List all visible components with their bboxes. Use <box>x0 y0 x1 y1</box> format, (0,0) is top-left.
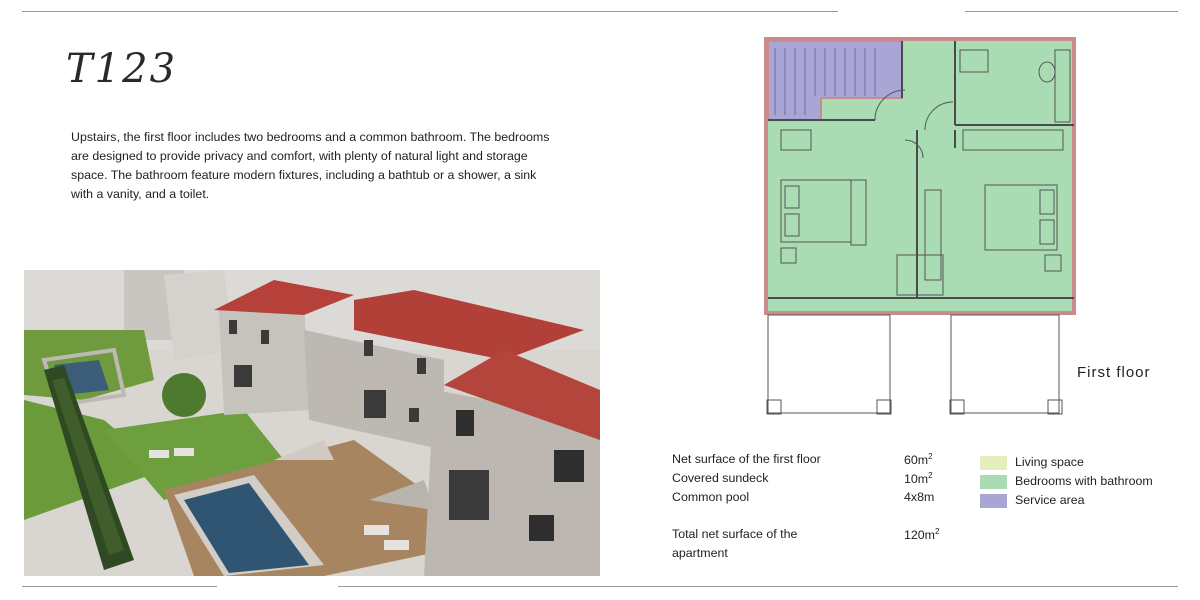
stat-value-covered-sundeck: $10m^2$ <box>904 471 933 487</box>
bottom-rule-left <box>22 586 217 587</box>
legend-swatch-bedrooms <box>980 475 1007 489</box>
bottom-rule-right <box>338 586 1178 587</box>
floor-plan <box>755 30 1085 425</box>
legend-label: Service area <box>1015 493 1085 507</box>
stat-value-total-surface: $120m^2$ <box>904 527 940 543</box>
stat-value-common-pool: 4x8m <box>904 490 935 504</box>
stat-label-total-surface: Total net surface of the <box>672 527 798 541</box>
stat-label-covered-sundeck: Covered sundeck <box>672 471 769 485</box>
stat-label-net-surface: Net surface of the first floor <box>672 452 821 466</box>
top-rule-left <box>22 11 838 12</box>
top-rule-right <box>965 11 1178 12</box>
legend-label: Living space <box>1015 455 1084 469</box>
stat-label-common-pool: Common pool <box>672 490 750 504</box>
description: Upstairs, the first floor includes two bedrooms and a common bathroom. The bedrooms are designed to provide privacy and comfort, with plenty of natural light and storage space. The bathroom feature modern fixtures, including a bathtub or a shower, a sink with a vanity, and a toilet. <box>71 130 550 201</box>
unit-title: T123 <box>66 46 178 92</box>
stat-label-total-surface-line2: apartment <box>672 546 728 560</box>
floor-label: First floor <box>1077 364 1151 381</box>
stat-value-net-surface: $60m^2$ <box>904 452 933 468</box>
legend-swatch-living-space <box>980 456 1007 470</box>
legend-swatch-service-area <box>980 494 1007 508</box>
exterior-render <box>24 270 600 576</box>
legend-label: Bedrooms with bathroom <box>1015 474 1153 488</box>
